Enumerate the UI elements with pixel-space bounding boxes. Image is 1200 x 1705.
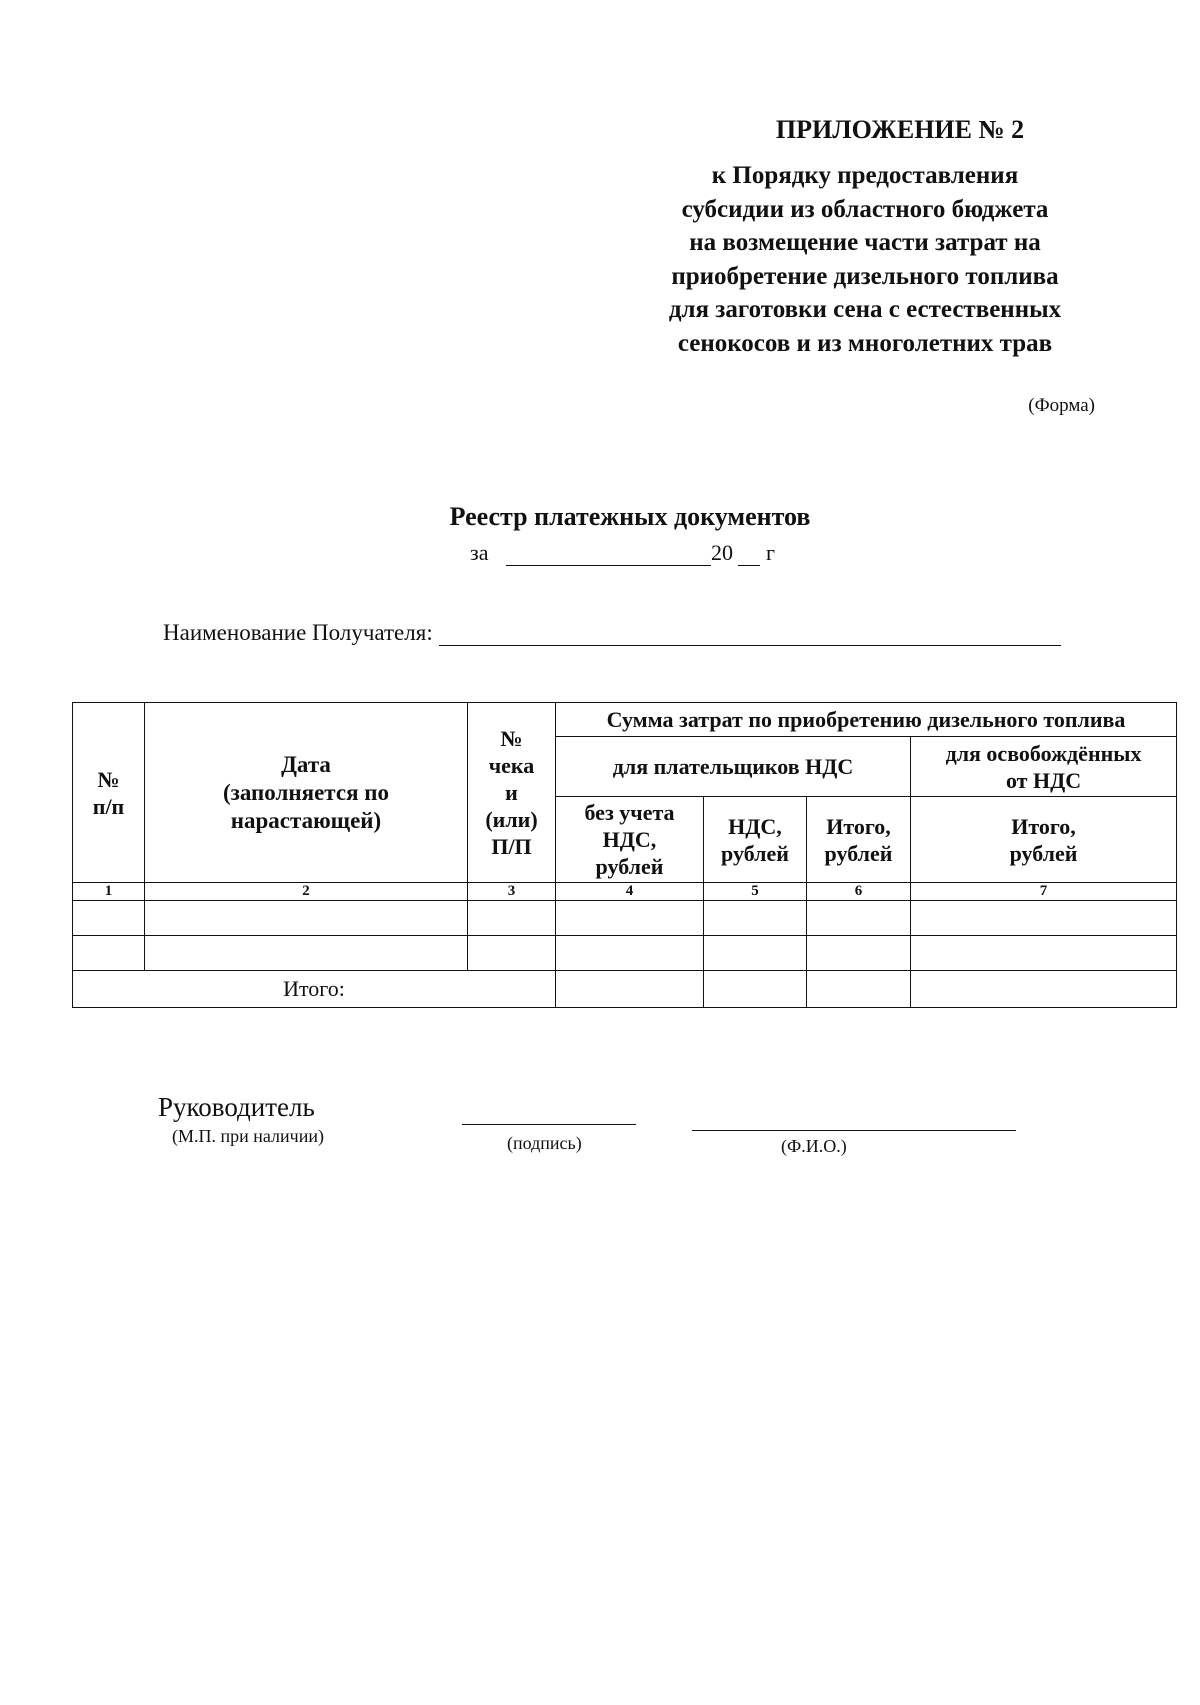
signature-field[interactable] <box>462 1108 636 1125</box>
table-cell[interactable] <box>807 971 911 1008</box>
header-vat: НДС, рублей <box>704 797 807 883</box>
signature-caption: (подпись) <box>507 1133 582 1153</box>
appendix-line: субсидии из областного бюджета <box>681 195 1049 223</box>
table-cell[interactable] <box>556 936 704 971</box>
appendix-line: приобретение дизельного топлива <box>671 262 1059 290</box>
appendix-line: для заготовки сена с естественных <box>668 296 1062 323</box>
period-year-prefix: 20 <box>710 540 733 565</box>
table-cell[interactable] <box>556 901 704 936</box>
table-cell[interactable] <box>704 901 807 936</box>
registry-title: Реестр платежных документов <box>449 502 811 531</box>
period-line <box>470 540 775 566</box>
stamp-label: (М.П. при наличии) <box>172 1126 324 1146</box>
header-vat-exempt: для освобождённых от НДС <box>911 737 1177 797</box>
registry-table <box>72 702 1177 1008</box>
header-sum-group: Сумма затрат по приобретению дизельного топлива <box>556 703 1177 737</box>
appendix-line: сенокосов и из многолетних трав <box>677 329 1053 357</box>
column-number: 7 <box>911 883 1177 901</box>
recipient-label: Наименование Получателя: <box>163 620 433 645</box>
table-row <box>73 936 1177 971</box>
head-label: Руководитель <box>158 1092 315 1122</box>
table-cell[interactable] <box>468 936 556 971</box>
header-no-vat: без учета НДС, рублей <box>556 797 704 883</box>
table-cell[interactable] <box>911 901 1177 936</box>
column-number: 4 <box>556 883 704 901</box>
table-cell[interactable] <box>73 936 145 971</box>
table-row <box>73 901 1177 936</box>
table-cell[interactable] <box>704 936 807 971</box>
header-vat-payers: для плательщиков НДС <box>556 737 911 797</box>
header-check: № чека и (или) П/П <box>468 703 556 883</box>
column-number: 1 <box>73 883 145 901</box>
period-suffix: г <box>765 540 775 565</box>
appendix-line: к Порядку предоставления <box>711 162 1019 189</box>
appendix-title: ПРИЛОЖЕНИЕ № 2 <box>775 115 1025 144</box>
table-cell[interactable] <box>911 971 1177 1008</box>
total-row <box>73 971 1177 1008</box>
column-numbers-row <box>73 883 1177 901</box>
table-cell[interactable] <box>145 936 468 971</box>
recipient-field[interactable] <box>439 623 1061 646</box>
table-cell[interactable] <box>807 901 911 936</box>
table-cell[interactable] <box>556 971 704 1008</box>
name-field[interactable] <box>692 1114 1016 1131</box>
total-label: Итого: <box>73 971 556 1008</box>
table-cell[interactable] <box>73 901 145 936</box>
column-number: 5 <box>704 883 807 901</box>
recipient-line <box>163 620 1061 646</box>
table-cell[interactable] <box>807 936 911 971</box>
period-year-field[interactable] <box>738 543 760 566</box>
header-num: № п/п <box>73 703 145 883</box>
column-number: 3 <box>468 883 556 901</box>
header-total-payers: Итого, рублей <box>807 797 911 883</box>
form-label: (Форма) <box>1028 395 1095 416</box>
header-row <box>73 703 1177 737</box>
name-caption: (Ф.И.О.) <box>781 1136 847 1156</box>
table-cell[interactable] <box>704 971 807 1008</box>
column-number: 6 <box>807 883 911 901</box>
header-total-exempt: Итого, рублей <box>911 797 1177 883</box>
period-prefix: за <box>470 540 489 565</box>
appendix-description <box>600 159 1130 360</box>
appendix-line: на возмещение части затрат на <box>689 229 1041 256</box>
table-cell[interactable] <box>911 936 1177 971</box>
table-cell[interactable] <box>468 901 556 936</box>
appendix-block <box>600 115 1130 360</box>
column-number: 2 <box>145 883 468 901</box>
table-cell[interactable] <box>145 901 468 936</box>
period-month-field[interactable] <box>506 543 711 566</box>
header-date: Дата (заполняется по нарастающей) <box>145 703 468 883</box>
